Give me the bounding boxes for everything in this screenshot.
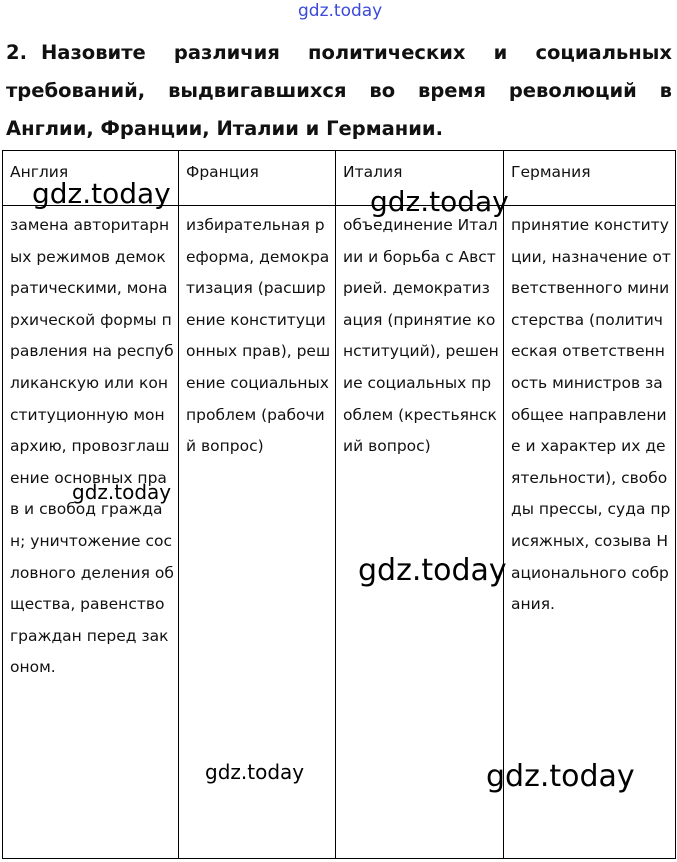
watermark-overlay: gdz.today xyxy=(486,759,635,794)
question-number: 2. xyxy=(6,41,27,64)
cell-italy: объединение Италии и борьба с Австрией. демократизация (принятие конституций), решение социальных проблем (крестьянский вопрос) xyxy=(336,206,504,859)
header-england: Англия xyxy=(3,151,179,206)
watermark-top: gdz.today xyxy=(298,1,383,21)
comparison-table xyxy=(2,150,676,859)
watermark-overlay: gdz.today xyxy=(205,760,305,784)
cell-france: избирательная реформа, демократизация (расширение конституционных прав), решение социальных проблем (рабочий вопрос) xyxy=(179,206,336,859)
watermark-overlay: gdz.today xyxy=(358,553,507,588)
question-body: Назовите различия политических и социальных требований, выдвигавшихся во время революций в Англии, Франции, Италии и Германии. xyxy=(6,41,672,140)
cell-england: замена авторитарных режимов демократическими, монархической формы правления на республиканскую или конституционную монархию, провозглашение основных прав и свобод граждан; уничтожение сословного деления общества, равенство граждан перед законом. xyxy=(3,206,179,859)
watermark-overlay: gdz.today xyxy=(370,185,509,218)
watermark-overlay: gdz.today xyxy=(32,177,171,210)
header-germany: Германия xyxy=(504,151,676,206)
question-text xyxy=(6,34,672,148)
header-italy: Италия xyxy=(336,151,504,206)
cell-germany: принятие конституции, назначение ответственного министерства (политическая ответственность министров за общее направление и характер их деятельности), свободы прессы, суда присяжных, созыва Национального собрания. xyxy=(504,206,676,859)
header-france: Франция xyxy=(179,151,336,206)
watermark-overlay: gdz.today xyxy=(72,480,172,504)
